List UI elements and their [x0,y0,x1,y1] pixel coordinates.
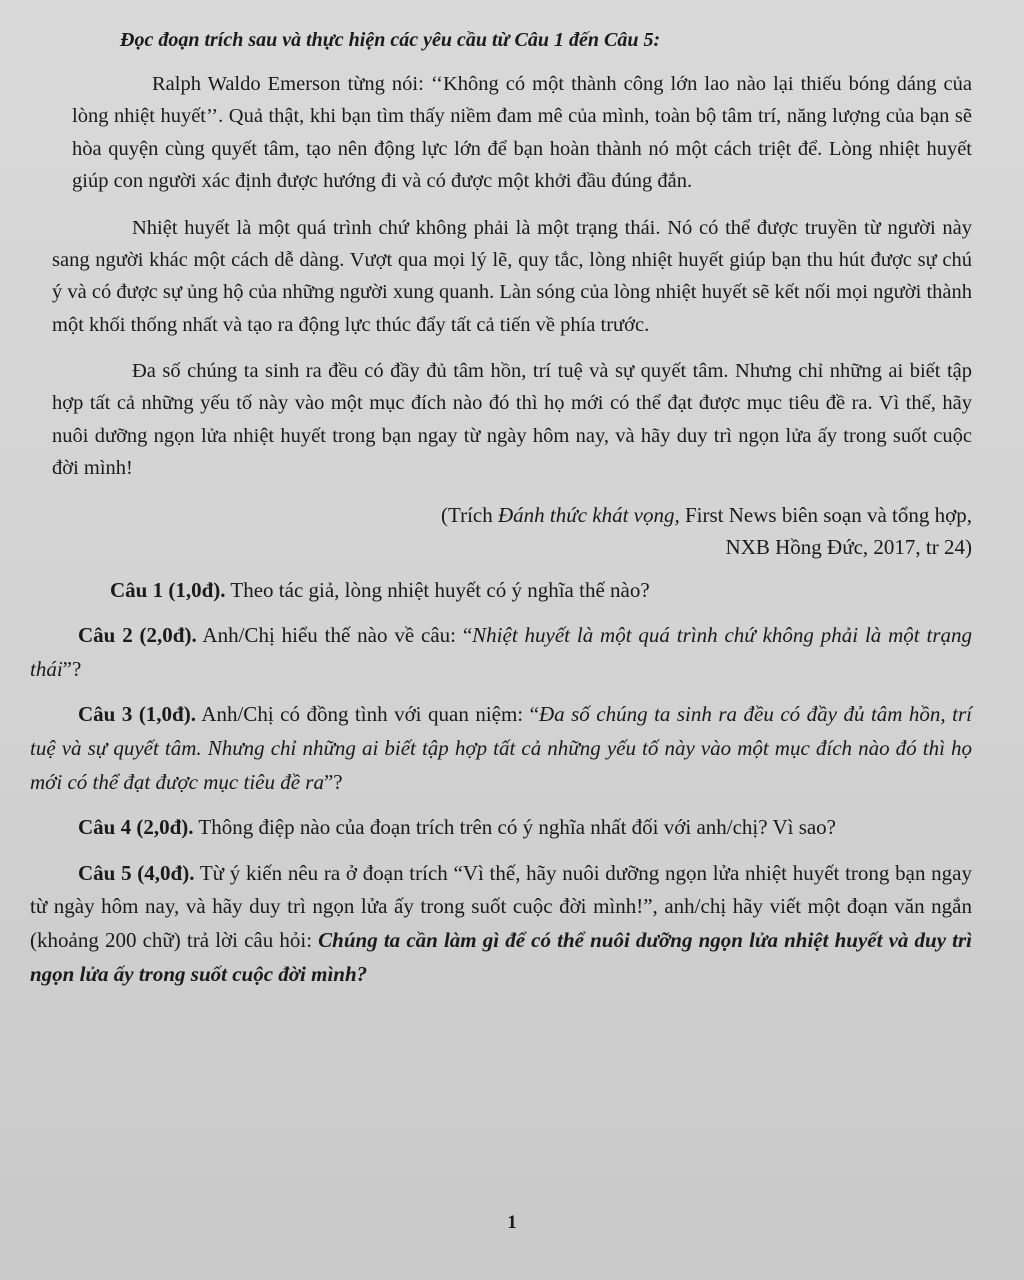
question-2-label: Câu 2 (2,0đ). [78,623,197,648]
question-2 [30,619,972,686]
question-1-label: Câu 1 (1,0đ). [110,577,226,602]
page-number: 1 [507,1212,517,1233]
question-3-quote: Đa số chúng ta sinh ra đều có đầy đủ tâm hồn, trí tuệ và sự quyết tâm. Nhưng chỉ những ai biết tập hợp tất cả những yếu tố này vào một mục đích nào đó thì họ mới có thể đạt được mục tiêu đề ra [30,702,973,794]
question-3-text-end: ”? [323,769,343,794]
question-2-quote: Nhiệt huyết là một quá trình chứ không phải là một trạng thái [30,623,973,681]
question-3 [30,698,972,799]
citation-line-1 [30,499,972,532]
question-5-emphasis: Chúng ta cần làm gì để có thể nuôi dưỡng ngọn lửa nhiệt huyết và duy trì ngọn lửa ấy trong suốt cuộc đời mình? [30,927,972,986]
source-citation [30,499,972,564]
question-2-text-end: ”? [62,656,82,681]
question-4 [30,811,972,845]
question-4-label: Câu 4 (2,0đ). [78,815,194,840]
passage-paragraph-1: Ralph Waldo Emerson từng nói: ‘‘Không có một thành công lớn lao nào lại thiếu bóng dáng của lòng nhiệt huyết’’. Quả thật, khi bạn tìm thấy niềm đam mê của mình, toàn bộ tâm trí, năng lượng của bạn sẽ hòa quyện cùng quyết tâm, tạo nên động lực lớn để bạn hoàn thành nó một cách triệt để. Lòng nhiệt huyết giúp con người xác định được hướng đi và có được một khởi đầu đúng đắn. [72,73,972,193]
question-4-text: Thông điệp nào của đoạn trích trên có ý nghĩa nhất đối với anh/chị? Vì sao? [193,815,837,840]
citation-publisher-info: First News biên soạn và tổng hợp, [679,502,972,527]
reading-instruction: Đọc đoạn trích sau và thực hiện các yêu cầu từ Câu 1 đến Câu 5: [120,29,661,51]
question-1-text: Theo tác giả, lòng nhiệt huyết có ý nghĩa thế nào? [225,577,650,602]
question-3-label: Câu 3 (1,0đ). [78,702,196,727]
citation-book-title: Đánh thức khát vọng, [497,502,680,527]
question-1 [62,574,972,608]
question-2-text: Anh/Chị hiểu thế nào về câu: “ [196,623,473,648]
citation-line-2: NXB Hồng Đức, 2017, tr 24) [725,535,972,560]
passage-paragraph-2: Nhiệt huyết là một quá trình chứ không phải là một trạng thái. Nó có thể được truyền từ người này sang người khác một cách dễ dàng. Vượt qua mọi lý lẽ, quy tắc, lòng nhiệt huyết giúp bạn thu hút được sự chú ý và có được sự ủng hộ của những người xung quanh. Làn sóng của lòng nhiệt huyết sẽ kết nối mọi người thành một khối thống nhất và tạo ra động lực thúc đẩy tất cả tiến về phía trước. [52,216,972,336]
citation-prefix: (Trích [441,502,498,527]
question-3-text: Anh/Chị có đồng tình với quan niệm: “ [195,702,539,727]
question-5-text: Từ ý kiến nêu ra ở đoạn trích “Vì thế, hãy nuôi dưỡng ngọn lửa nhiệt huyết trong bạn ngay từ ngày hôm nay, và hãy duy trì ngọn lửa ấy trong suốt cuộc đời mình!”, anh/chị hãy viết một đoạn văn ngắn (khoảng 200 chữ) trả lời câu hỏi: [30,860,972,952]
passage-paragraph-3: Đa số chúng ta sinh ra đều có đầy đủ tâm hồn, trí tuệ và sự quyết tâm. Nhưng chỉ những ai biết tập hợp tất cả những yếu tố này vào một mục đích nào đó thì họ mới có thể đạt được mục tiêu đề ra. Vì thế, hãy nuôi dưỡng ngọn lửa nhiệt huyết trong bạn ngay từ ngày hôm nay, và hãy duy trì ngọn lửa ấy trong suốt cuộc đời mình! [52,360,972,480]
question-5 [30,857,972,991]
question-5-label: Câu 5 (4,0đ). [78,860,195,885]
